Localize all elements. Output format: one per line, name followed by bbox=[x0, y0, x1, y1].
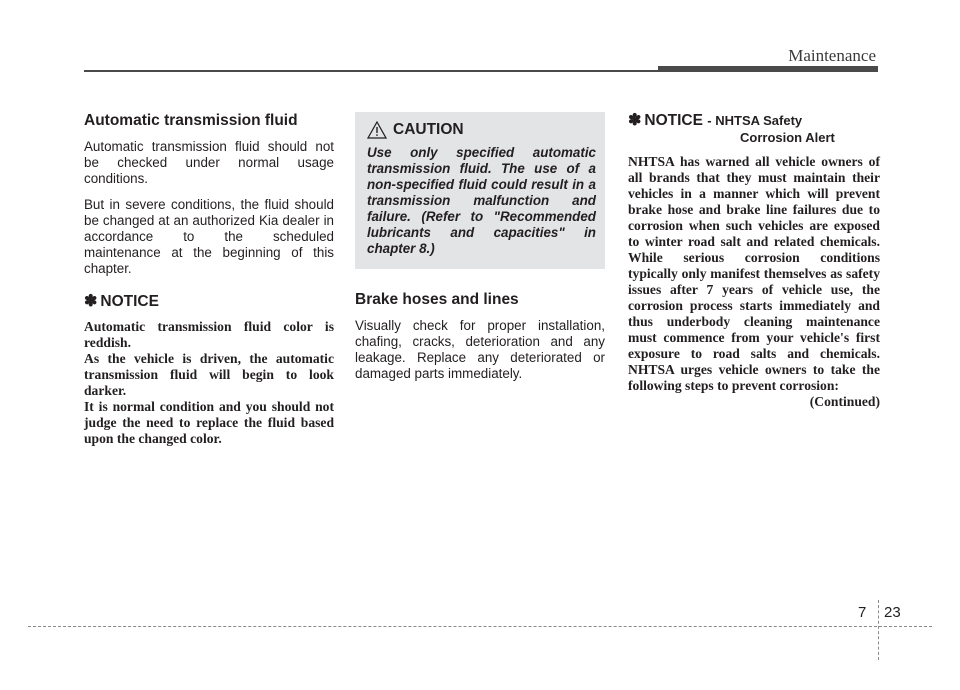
heading-brake-hoses-and-lines: Brake hoses and lines bbox=[355, 291, 519, 308]
notice-star-icon: ✽ bbox=[84, 293, 98, 310]
notice-label: NOTICE bbox=[644, 112, 703, 129]
notice-subtitle-line2: Corrosion Alert bbox=[740, 130, 835, 145]
footer-divider bbox=[28, 626, 932, 627]
heading-automatic-transmission-fluid: Automatic transmission fluid bbox=[84, 112, 298, 129]
nhtsa-notice-heading bbox=[628, 112, 880, 146]
caution-heading bbox=[367, 121, 596, 139]
notice-star-icon: ✽ bbox=[628, 112, 642, 129]
notice-subtitle: - NHTSA Safety bbox=[707, 113, 803, 128]
notice-line: Automatic transmission fluid color is reddish. bbox=[84, 319, 334, 350]
paragraph-brake-hoses: Visually check for proper installation, chafing, cracks, deterioration and any leakage. Replace any deteriorated or damaged parts immediately. bbox=[355, 318, 605, 381]
notice-label: NOTICE bbox=[100, 293, 159, 310]
paragraph-atf-change: But in severe conditions, the fluid should be changed at an authorized Kia dealer in accordance to the scheduled maintenance at the beginning of this chapter. bbox=[84, 197, 334, 276]
column-middle bbox=[355, 112, 605, 392]
brake-section bbox=[355, 291, 605, 382]
page-number: 23 bbox=[884, 604, 901, 621]
notice-text bbox=[84, 319, 334, 447]
notice-line: As the vehicle is driven, the automatic transmission fluid will begin to look darker. bbox=[84, 351, 334, 398]
caution-box bbox=[355, 112, 605, 269]
header-rule bbox=[84, 70, 658, 72]
header-rule-accent bbox=[658, 66, 878, 72]
column-left bbox=[84, 112, 334, 447]
caution-label: CAUTION bbox=[393, 121, 464, 138]
nhtsa-notice-body: NHTSA has warned all vehicle owners of all brands that they must maintain their vehicles in a manner which will prevent brake hose and brake line failures due to corrosion when such vehicles are exposed to winter road salt and related chemicals. While serious corrosion conditions typically only manifest themselves as safety issues after 7 years of vehicle use, the corrosion process starts immediately and thus underbody cleaning maintenance must commence from your vehicle's first exposure to road salts and chemicals. NHTSA urges vehicle owners to take the following steps to prevent corrosion: bbox=[628, 154, 880, 393]
paragraph-atf-check: Automatic transmission fluid should not be checked under normal usage conditions. bbox=[84, 139, 334, 186]
caution-text: Use only specified automatic transmission fluid. The use of a non-specified fluid could result in a transmission malfunction and failure. (Refer to "Recommended lubricants and capacities" in chapter 8.) bbox=[367, 145, 596, 256]
notice-line: It is normal condition and you should not judge the need to replace the fluid based upon the changed color. bbox=[84, 399, 334, 446]
continued-label: (Continued) bbox=[809, 394, 880, 409]
section-title: Maintenance bbox=[788, 46, 876, 65]
footer-page-separator bbox=[878, 600, 879, 660]
warning-triangle-icon bbox=[367, 121, 387, 139]
chapter-number: 7 bbox=[858, 604, 867, 621]
notice-heading bbox=[84, 291, 334, 311]
column-right bbox=[628, 112, 880, 410]
